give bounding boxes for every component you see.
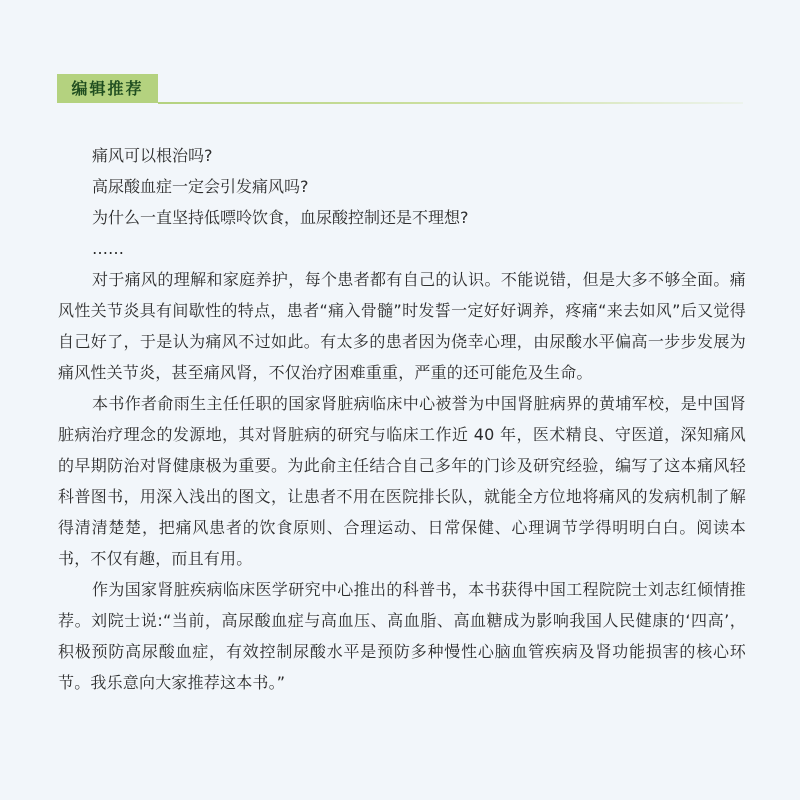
section-title: 编辑推荐 — [57, 74, 158, 103]
ellipsis: …… — [92, 239, 124, 258]
question-3: 为什么一直坚持低嘌呤饮食，血尿酸控制还是不理想? — [92, 208, 469, 227]
question-1: 痛风可以根治吗? — [92, 146, 213, 165]
section-header — [57, 74, 743, 104]
paragraph-1: 对于痛风的理解和家庭养护，每个患者都有自己的认识。不能说错，但是大多不够全面。痛风性关节炎具有间歇性的特点，患者“痛入骨髓”时发誓一定好好调养，疼痛“来去如风”后又觉得自己好了，于是认为痛风不过如此。有太多的患者因为侥幸心理，由尿酸水平偏高一步步发展为痛风性关节炎，甚至痛风肾，不仅治疗困难重重，严重的还可能危及生命。 — [58, 270, 746, 382]
paragraph-2: 本书作者俞雨生主任任职的国家肾脏病临床中心被誉为中国肾脏病界的黄埔军校，是中国肾脏病治疗理念的发源地，其对肾脏病的研究与临床工作近 40 年，医术精良、守医道，深知痛风的早期防治对肾健康极为重要。为此俞主任结合自己多年的门诊及研究经验，编写了这本痛风轻科普图书，用深入浅出的图文，让患者不用在医院排长队，就能全方位地将痛风的发病机制了解得清清楚楚，把痛风患者的饮食原则、合理运动、日常保健、心理调节学得明明白白。阅读本书，不仅有趣，而且有用。 — [58, 394, 746, 568]
recommendation-body — [58, 140, 746, 698]
paragraph-3: 作为国家肾脏疾病临床医学研究中心推出的科普书，本书获得中国工程院院士刘志红倾情推荐。刘院士说:“当前，高尿酸血症与高血压、高血脂、高血糖成为影响我国人民健康的‘四高’，积极预防高尿酸血症，有效控制尿酸水平是预防多种慢性心脑血管疾病及肾功能损害的核心环节。我乐意向大家推荐这本书。” — [58, 580, 746, 692]
question-2: 高尿酸血症一定会引发痛风吗? — [92, 177, 309, 196]
section-divider — [158, 102, 743, 104]
